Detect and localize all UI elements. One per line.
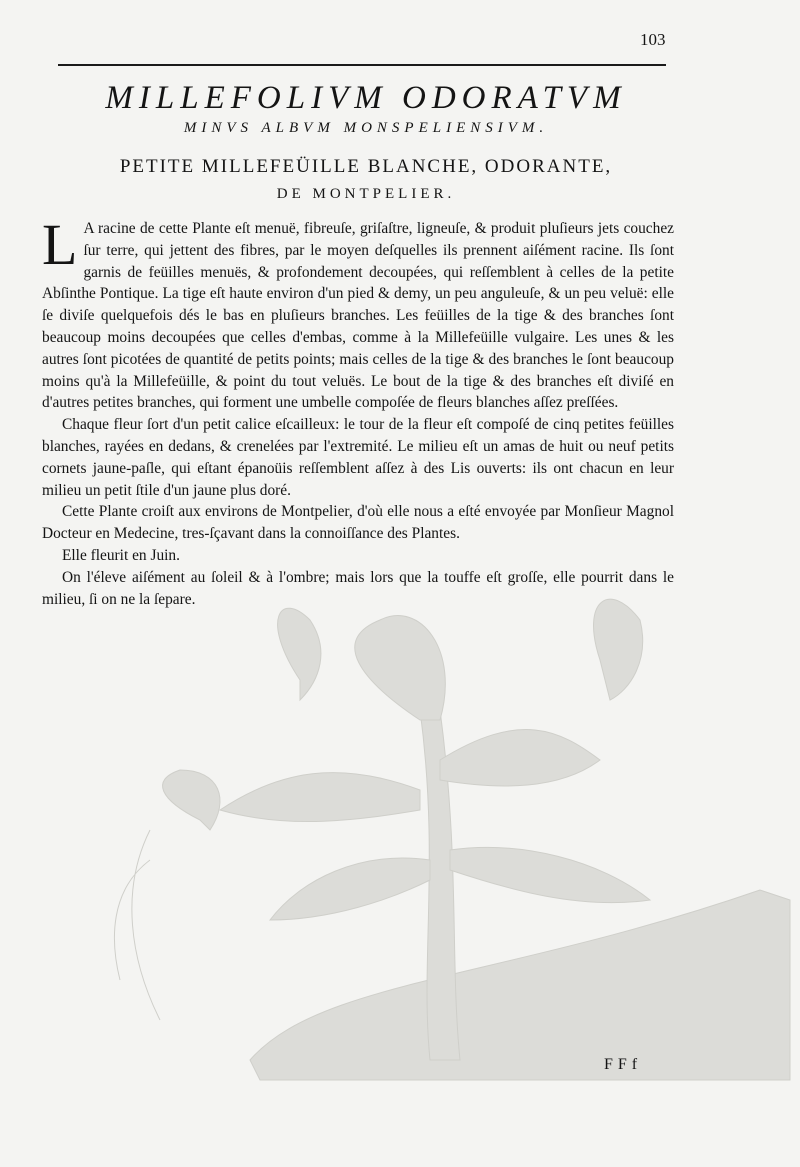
paragraph-root-text: A racine de cette Plante eſt menuë, fibreuſe, griſaſtre, ligneuſe, & produit pluſieurs jets couchez ſur terre, qui jettent des fibres, par le moyen deſquelles ils prennent aiſément racine. Ils ſont garnis de feüilles menuës, & profondement decoupées, qui reſſemblent à celles de la petite Abſinthe Pontique. La tige eſt haute environ d'un pied & demy, un peu anguleuſe, & un peu veluë: elle ſe diviſe quelquefois dés le bas en pluſieurs branches. Les feüilles de la tige & des branches ſont beaucoup moins decoupées que celles d'embas, comme à la Millefeüille vulgaire. Les unes & les autres ſont picotées de quantité de petits points; mais celles de la tige & des branches le ſont beaucoup moins qu'à la Millefeüille, & point du tout veluës. Le bout de la tige & des branches eſt diviſé en d'autres petites branches, qui forment une umbelle compoſée de fleurs blanches aſſez preſſées. <box>42 220 674 412</box>
paragraph-cultivation: On l'éleve aiſément au ſoleil & à l'ombre; mais lors que la touffe eſt groſſe, elle pourrit dans le milieu, ſi on ne la ſepare. <box>42 568 674 608</box>
paragraph-origin: Cette Plante croiſt aux environs de Montpelier, d'où elle nous a eſté envoyée par Monſieur Magnol Docteur en Medecine, tres-ſçavant dans la connoiſſance des Plantes. <box>42 503 674 543</box>
latin-title: MILLEFOLIVM ODORATVM <box>105 80 627 116</box>
paragraph-flower: Chaque fleur ſort d'un petit calice eſcailleux: le tour de la fleur eſt compoſé de cinq petites feüilles blanches, rayées en dedans, & crenelées par l'extremité. Le milieu eſt un amas de huit ou neuf petits cornets jaune-paſle, qui eſtant épanoüis reſſemblent aſſez à des Lis ouverts: ils ont chacun en leur milieu un petit ſtile d'un jaune plus doré. <box>42 416 674 499</box>
page-number: 103 <box>640 30 666 49</box>
french-title: PETITE MILLEFEÜILLE BLANCHE, ODORANTE, <box>119 156 613 177</box>
plant-engraving-show-through <box>0 560 800 1120</box>
header-rule <box>58 64 666 66</box>
french-subtitle: DE MONTPELIER. <box>276 186 456 202</box>
paragraph-root <box>42 212 674 414</box>
signature-mark: FFf <box>604 1056 643 1073</box>
description-text <box>42 212 674 610</box>
paragraph-flowering: Elle fleurit en Juin. <box>62 546 180 564</box>
drop-cap: L <box>42 212 78 277</box>
latin-subtitle: MINVS ALBVM MONSPELIENSIVM. <box>183 120 549 136</box>
